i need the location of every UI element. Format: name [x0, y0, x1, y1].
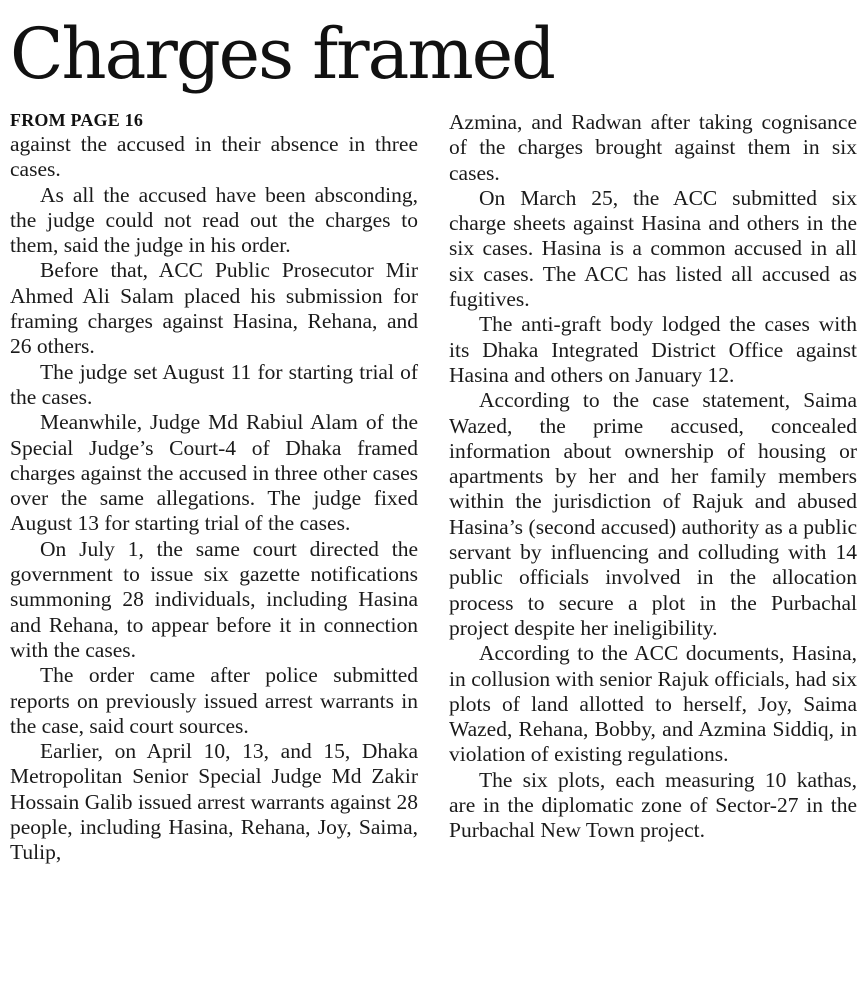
paragraph: On July 1, the same court directed the government to issue six gazette notifications summoning 28 individuals, including Hasina and Rehana, to appear before it in connection with the cases.	[10, 536, 418, 662]
paragraph: Earlier, on April 10, 13, and 15, Dhaka Metropolitan Senior Special Judge Md Zakir Hossain Galib issued arrest warrants against 28 people, including Hasina, Rehana, Joy, Saima, Tulip,	[10, 739, 418, 865]
paragraph: According to the ACC documents, Hasina, in collusion with senior Rajuk officials, had six plots of land allotted to herself, Joy, Saima Wazed, Rehana, Bobby, and Azmina Siddiq, in violation of existing regulations.	[449, 641, 857, 767]
headline: Charges framed	[10, 13, 554, 95]
paragraph: The six plots, each measuring 10 kathas, are in the diplomatic zone of Sector-27 in the Purbachal New Town project.	[449, 767, 857, 843]
paragraph: According to the case statement, Saima Wazed, the prime accused, concealed information about ownership of housing or apartments by her and her family members within the jurisdiction of Rajuk and abused Hasina’s (second accused) authority as a public servant by influencing and colluding with 14 public officials involved in the allocation process to secure a plot in the Purbachal project despite her ineligibility.	[449, 388, 857, 640]
paragraph: The order came after police submitted reports on previously issued arrest warrants in the case, said court sources.	[10, 663, 418, 738]
paragraph: against the accused in their absence in three cases.	[10, 132, 418, 182]
article-column-right	[449, 110, 857, 844]
paragraph: As all the accused have been absconding, the judge could not read out the charges to them, said the judge in his order.	[10, 182, 418, 258]
paragraph: Meanwhile, Judge Md Rabiul Alam of the Special Judge’s Court-4 of Dhaka framed charges against the accused in three other cases over the same allegations. The judge fixed August 13 for starting trial of the cases.	[10, 410, 418, 536]
continuation-kicker: FROM PAGE 16	[10, 110, 144, 130]
article-column-left	[10, 108, 418, 866]
paragraph: The judge set August 11 for starting trial of the cases.	[10, 359, 418, 409]
paragraph: Before that, ACC Public Prosecutor Mir Ahmed Ali Salam placed his submission for framing charges against Hasina, Rehana, and 26 others.	[10, 258, 418, 359]
paragraph: The anti-graft body lodged the cases with its Dhaka Integrated District Office against Hasina and others on January 12.	[449, 312, 857, 387]
paragraph: On March 25, the ACC submitted six charge sheets against Hasina and others in the six cases. Hasina is a common accused in all six cases. The ACC has listed all accused as fugitives.	[449, 185, 857, 312]
paragraph: Azmina, and Radwan after taking cognisance of the charges brought against them in six cases.	[449, 110, 857, 185]
